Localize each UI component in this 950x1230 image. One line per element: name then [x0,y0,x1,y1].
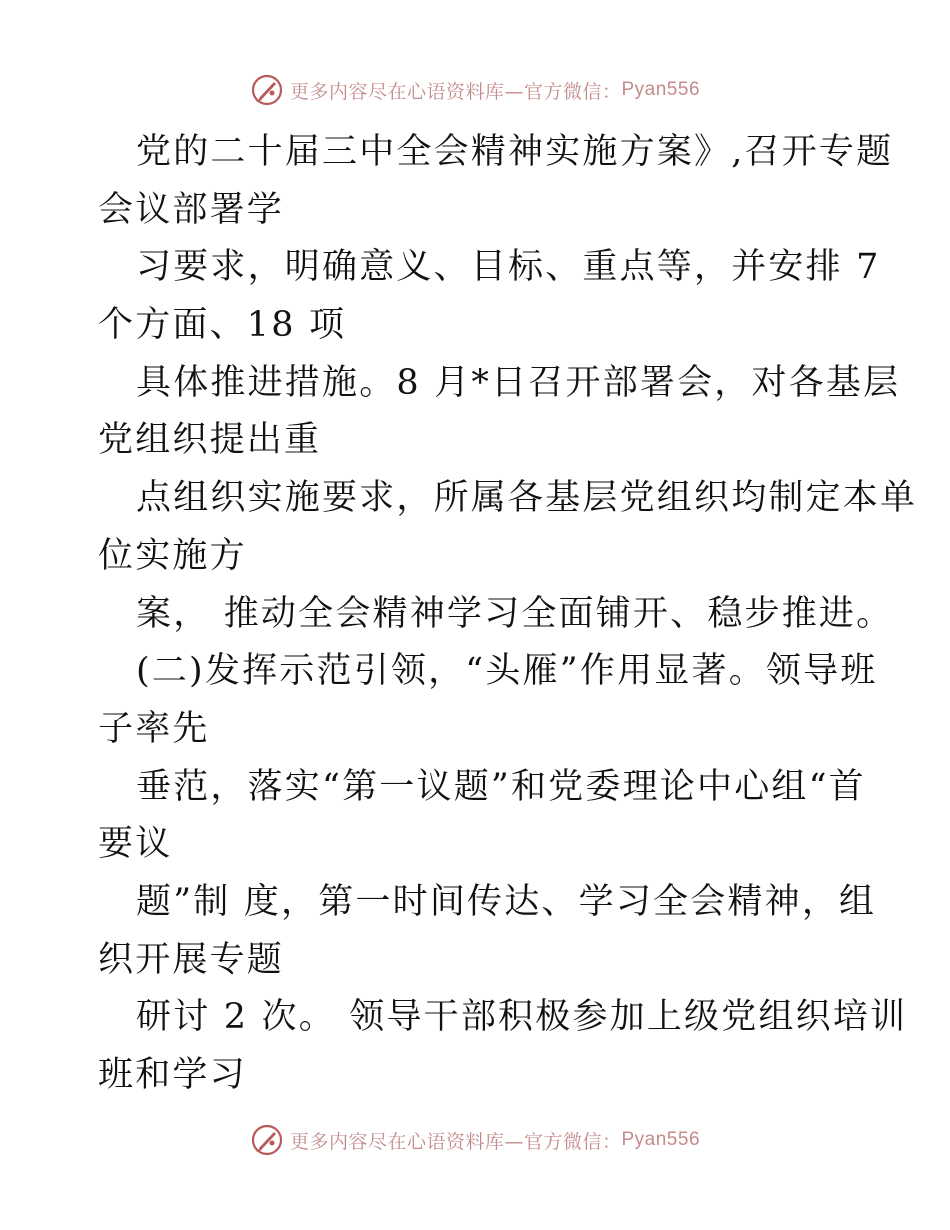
document-body [98,124,918,1105]
footer-watermark [0,1120,950,1160]
header-wechat-id: Pyan556 [621,79,701,100]
text-line: 点组织实施要求，所属各基层党组织均制定本单 [136,478,918,519]
text-line: 垂范，落实“第一议题”和党委理论中心组“首 [136,766,866,807]
header-watermark [0,70,950,110]
text-line: 个方面、18 项 [98,305,347,346]
text-line: 会议部署学 [98,189,285,230]
text-line: 案， 推动全会精神学习全面铺开、稳步推进。 [136,593,894,634]
text-line: 位实施方 [98,535,247,576]
text-line: 研讨 2 次。 领导干部积极参加上级党组织培训 [136,997,908,1038]
text-line: 党组织提出重 [98,420,322,461]
text-line: 党的二十届三中全会精神实施方案》,召开专题 [136,132,894,172]
header-watermark-text: 更多内容尽在心语资料库—官方微信： [289,80,622,103]
footer-wechat-id: Pyan556 [621,1129,701,1150]
text-line: (二)发挥示范引领，“头雁”作用显著。领导班 [136,651,878,692]
quill-pen-circle-icon [250,73,284,107]
text-line: 具体推进措施。8 月*日召开部署会，对各基层 [136,362,901,403]
text-line: 织开展专题 [98,939,285,980]
text-line: 习要求，明确意义、目标、重点等，并安排 7 [136,247,881,288]
text-line: 题”制 度，第一时间传达、学习全会精神，组 [136,881,877,922]
text-line: 子率先 [98,708,210,749]
text-line: 要议 [98,824,173,865]
quill-pen-circle-icon [250,1123,284,1157]
text-line: 班和学习 [98,1055,247,1095]
footer-watermark-text: 更多内容尽在心语资料库—官方微信： [289,1130,622,1153]
